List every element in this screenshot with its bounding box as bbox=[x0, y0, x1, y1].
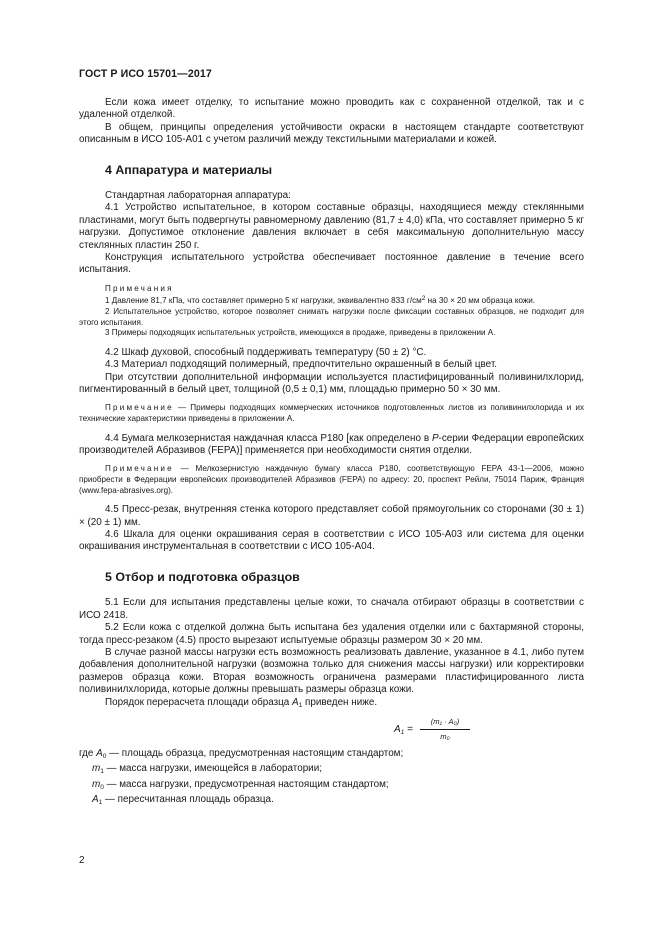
paragraph-4-1: 4.1 Устройство испытательное, в котором составные образцы, находящиеся между стеклянными пластинами, могут быть подвергнуты равномерному давлению (81,7 ± 4,0) кПа, что составляет примерно 5 кг нагрузки. Допустимое отклонение давления включает в себя максимальную дополнительную массу стеклянных пластин 250 г. bbox=[79, 202, 584, 251]
paragraph-4-3-pvc: При отсутствии дополнительной информации используется пластифицированный поливинилхлорид, пигментированный в белый цвет, толщиной (0,5 ± 0,1) мм, площадью примерно 50 × 30 мм. bbox=[79, 371, 584, 396]
paragraph-5-mass: В случае разной массы нагрузки есть возможность реализовать давление, указанное в 4.1, либо путем добавления дополнительной нагрузки (возможна только для снижения массы нагрузки) или корректировки размеров образца кожи. Вторая возможность ограничена размерами пластифицированного листа поливинилхлорида, которые должны превышать размеры образца кожи. bbox=[79, 646, 584, 696]
paragraph-5-1: 5.1 Если для испытания представлены целые кожи, то сначала отбирают образцы в соответствии с ИСО 2418. bbox=[79, 597, 584, 621]
note-4-4: Примечание — Мелкозернистую наждачную бумагу класса Р180, соответствующую FEPA 43-1—2006, можно приобрести в Федерации европейских производителей Абразивов (FEPA) по адресу: 20, проспект Рейли, 75014 Париж, Франция (www.fepa-abrasives.org). bbox=[79, 464, 584, 495]
paragraph-finish: Если кожа имеет отделку, то испытание можно проводить как с сохраненной отделкой, так и с удаленной отделкой. bbox=[79, 97, 584, 121]
legend-item: $m_0$ — масса нагрузки, предусмотренная настоящим стандартом; bbox=[92, 778, 389, 791]
area-formula bbox=[79, 714, 584, 744]
formula-lhs: $A_1$ = bbox=[394, 723, 413, 736]
legend-item: $A_1$ — пересчитанная площадь образца. bbox=[92, 794, 274, 807]
paragraph-4-1-construction: Конструкция испытательного устройства обеспечивает постоянное давление в течение всего испытания. bbox=[79, 252, 584, 276]
formula-legend bbox=[79, 748, 584, 810]
document-body bbox=[79, 97, 584, 810]
legend-item: $m_1$ — масса нагрузки, имеющейся в лаборатории; bbox=[92, 763, 322, 776]
paragraph-5-2: 5.2 Если кожа с отделкой должна быть испытана без удаления отделки или с бахтармяной стороны, тогда пресс-резаком (4.5) просто вырезают испытуемые образцы размером 30 × 20 мм. bbox=[79, 622, 584, 646]
paragraph-4-6: 4.6 Шкала для оценки окрашивания серая в соответствии с ИСО 105-А03 или система для оценки окрашивания инструментальная в соответствии с ИСО 105-А04. bbox=[79, 529, 584, 553]
formula-fraction bbox=[420, 716, 470, 744]
note-3: 3 Примеры подходящих испытательных устройств, имеющихся в продаже, приведены в приложении А. bbox=[105, 328, 496, 338]
notes-title: Примечания bbox=[105, 283, 174, 293]
paragraph-4-2: 4.2 Шкаф духовой, способный поддерживать температуру (50 ± 2) °C. bbox=[105, 346, 427, 358]
paragraph-principles: В общем, принципы определения устойчивости окраски в настоящем стандарте соответствуют описанным в ИСО 105-А01 с учетом различий между текстильными материалами и кожей. bbox=[79, 121, 584, 146]
note-2: 2 Испытательное устройство, которое позволяет снимать нагрузки после фиксации составных образцов, не подходит для этого испытания. bbox=[79, 307, 584, 327]
page-number: 2 bbox=[79, 855, 85, 866]
section-4-heading: 4 Аппаратура и материалы bbox=[105, 162, 273, 177]
formula-numerator: (m₁ · A₀) bbox=[420, 716, 470, 730]
note-1: 1 Давление 81,7 кПа, что составляет примерно 5 кг нагрузки, эквивалентно 833 $г/см^2$ на 30 × 20 мм образца кожи. bbox=[105, 295, 536, 306]
legend-item: где $A_0$ — площадь образца, предусмотренная настоящим стандартом; bbox=[79, 747, 404, 760]
standard-header: ГОСТ Р ИСО 15701—2017 bbox=[79, 68, 212, 80]
note-4-3: Примечание — Примеры подходящих коммерческих источников подготовленных листов из поливинилхлорида и их технические характеристики приведены в приложении А. bbox=[79, 403, 584, 424]
section-5-heading: 5 Отбор и подготовка образцов bbox=[105, 569, 300, 584]
paragraph-4-5: 4.5 Пресс-резак, внутренняя стенка которого представляет собой прямоугольник со сторонами (30 ± 1) × (20 ± 1) мм. bbox=[79, 504, 584, 528]
paragraph-4-4: 4.4 Бумага мелкозернистая наждачная класса Р180 [как определено в Р-серии Федерации европейских производителей Абразивов (FEPA)] применяется при необходимости снятия отделки. bbox=[79, 432, 584, 457]
paragraph-4-3: 4.3 Материал подходящий полимерный, предпочтительно окрашенный в белый цвет. bbox=[105, 359, 497, 371]
paragraph-5-recalc: Порядок перерасчета площади образца $A_1$ приведен ниже. bbox=[105, 696, 378, 709]
paragraph-apparatus-lead: Стандартная лабораторная аппаратура: bbox=[105, 190, 291, 202]
formula-denominator: m₀ bbox=[440, 732, 450, 742]
